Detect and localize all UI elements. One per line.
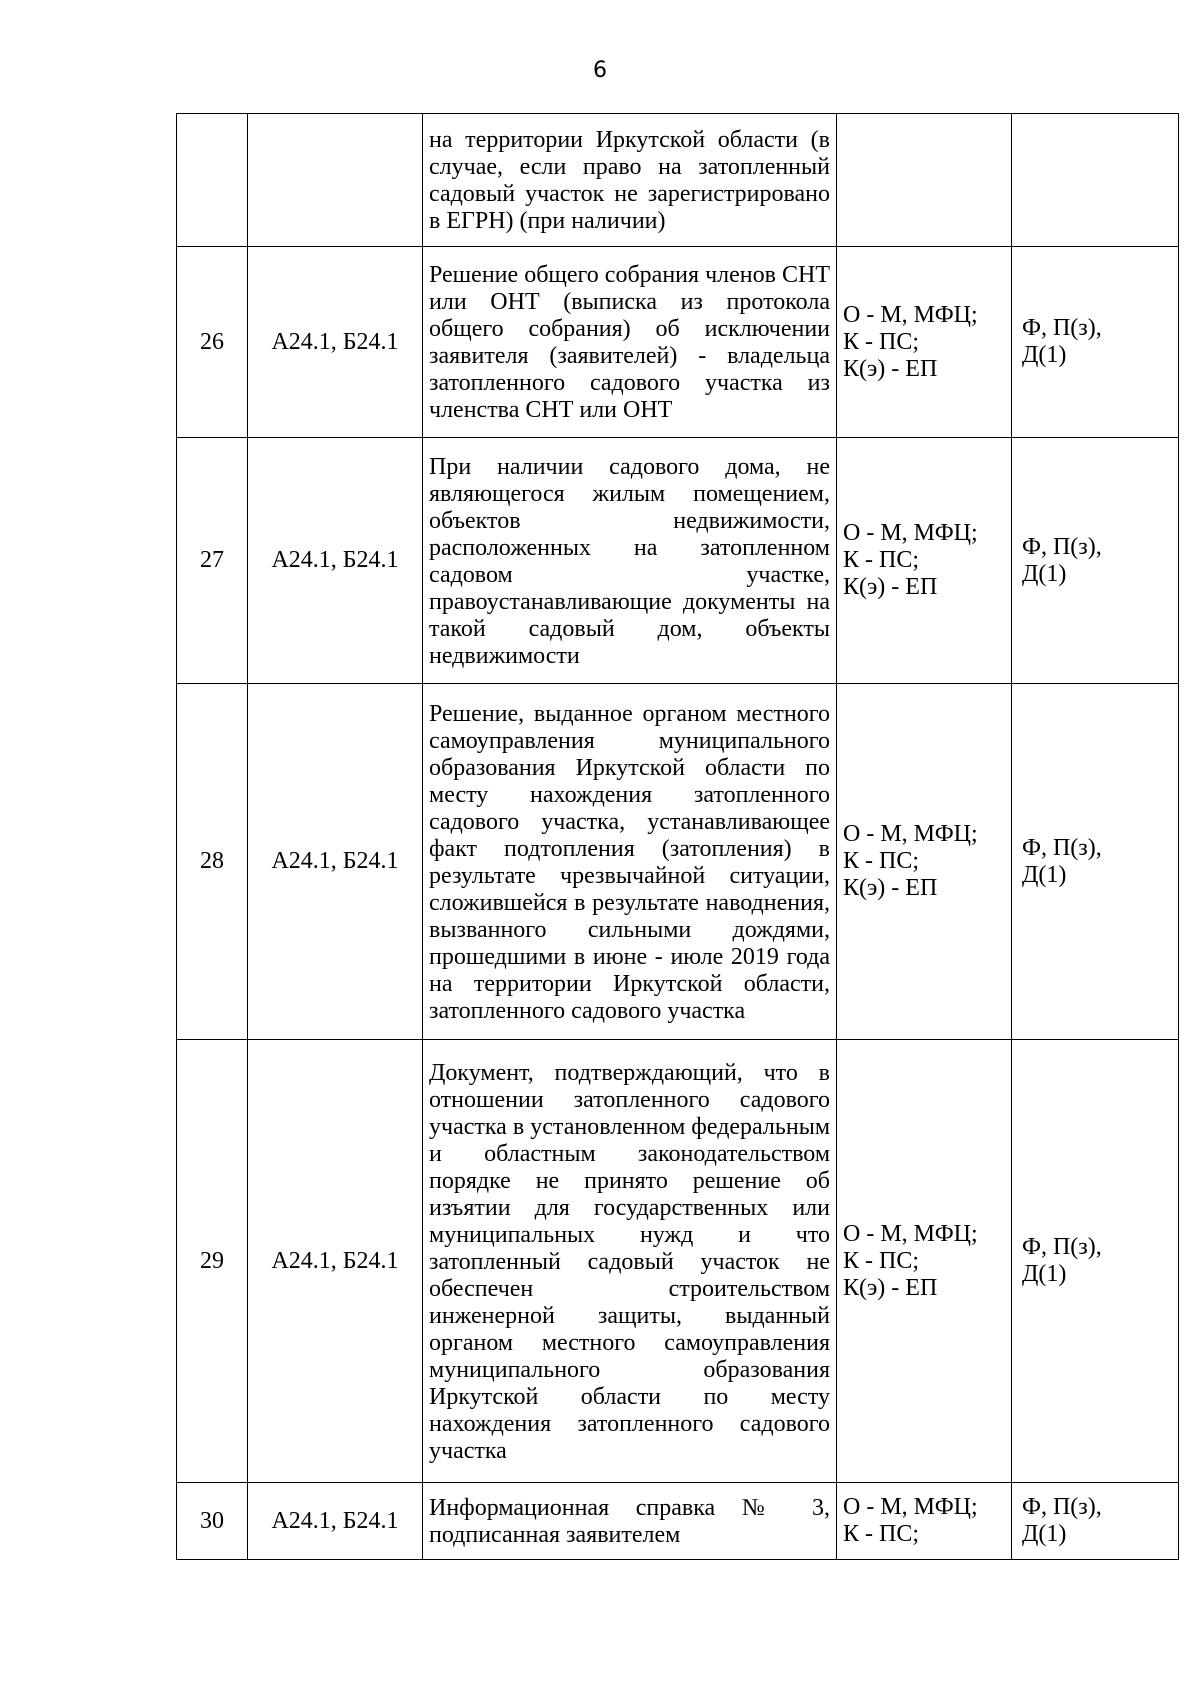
submission-form-line: О - М, МФЦ; (843, 821, 978, 847)
row-document-type-cell (1012, 114, 1179, 247)
page-number: 6 (593, 58, 607, 83)
row-description-cell (423, 247, 837, 438)
row-number-cell (177, 114, 248, 247)
submission-form-line: К - ПС; (843, 1247, 920, 1274)
row-submission-form-cell (837, 684, 1012, 1040)
document-type-line: Д(1) (1022, 1261, 1067, 1287)
document-type-line: Ф, П(з), (1022, 834, 1102, 861)
document-type-line: Ф, П(з), (1022, 533, 1102, 560)
description-line: затопленного садового участка (429, 997, 746, 1024)
row-number-cell: 29 (177, 1040, 248, 1483)
submission-form-line: О - М, МФЦ; (843, 1494, 978, 1520)
row-submission-form-cell (837, 438, 1012, 684)
description-line: членства СНТ или ОНТ (429, 397, 673, 423)
description-line: расположенных на затопленном (429, 534, 830, 561)
row-code-cell: А24.1, Б24.1 (248, 438, 423, 684)
description-line: объектов недвижимости, (429, 507, 830, 534)
description-line: общего собрания) об исключении (429, 316, 830, 342)
row-code-cell (248, 114, 423, 247)
table-row (177, 1483, 1179, 1560)
document-type-line: Д(1) (1022, 1521, 1067, 1547)
description-line: порядке не принято решение об (429, 1167, 830, 1194)
description-line: самоуправления муниципального (429, 727, 830, 754)
description-line: садового участка, устанавливающее (429, 808, 830, 835)
description-line: При наличии садового дома, не (429, 453, 830, 480)
description-line: правоустанавливающие документы на (429, 588, 830, 615)
submission-form-line: К(э) - ЕП (843, 1274, 938, 1301)
submission-form-line: К - ПС; (843, 848, 920, 874)
description-line: подписанная заявителем (429, 1522, 681, 1548)
row-code-cell: А24.1, Б24.1 (248, 1040, 423, 1483)
row-code-cell: А24.1, Б24.1 (248, 684, 423, 1040)
description-line: затопленный садовый участок не (429, 1248, 830, 1275)
description-line: участка в установленном федеральным (429, 1113, 830, 1140)
row-submission-form-cell (837, 114, 1012, 247)
submission-form-line: О - М, МФЦ; (843, 301, 978, 328)
row-number-cell: 26 (177, 247, 248, 438)
document-type-line: Ф, П(з), (1022, 1234, 1102, 1260)
description-line: садовый участок не зарегистрировано (429, 181, 830, 207)
description-line: Решение, выданное органом местного (429, 700, 830, 727)
table-row (177, 114, 1179, 247)
description-line: случае, если право на затопленный (429, 154, 830, 180)
description-line: или ОНТ (выписка из протокола (429, 289, 830, 315)
description-line: на территории Иркутской области, (429, 970, 830, 997)
document-type-line: Ф, П(з), (1022, 315, 1102, 341)
description-line: являющегося жилым помещением, (429, 480, 830, 507)
description-line: и областным законодательством (429, 1140, 830, 1167)
description-line: нахождения затопленного садового (429, 1410, 830, 1437)
description-line: муниципальных нужд и что (429, 1221, 830, 1248)
description-line: инженерной защиты, выданный (429, 1302, 830, 1329)
row-description-cell (423, 684, 837, 1040)
description-line: Информационная справка № 3, (429, 1495, 830, 1521)
documents-table (176, 113, 1179, 1560)
description-line: участка (429, 1437, 507, 1464)
description-line: образования Иркутской области по (429, 754, 830, 781)
description-line: факт подтопления (затопления) в (429, 835, 830, 862)
document-type-line: Д(1) (1022, 861, 1067, 888)
row-submission-form-cell (837, 247, 1012, 438)
table-row (177, 684, 1179, 1040)
row-submission-form-cell (837, 1483, 1012, 1560)
table-row (177, 1040, 1179, 1483)
description-line: сложившейся в результате наводнения, (429, 889, 830, 916)
submission-form-line: К(э) - ЕП (843, 574, 938, 600)
row-number-cell: 27 (177, 438, 248, 684)
description-line: изъятии для государственных или (429, 1194, 830, 1221)
row-description-cell (423, 1483, 837, 1560)
row-number-cell: 28 (177, 684, 248, 1040)
submission-form-line: О - М, МФЦ; (843, 1220, 978, 1247)
row-document-type-cell (1012, 1040, 1179, 1483)
description-line: обеспечен строительством (429, 1275, 830, 1302)
description-line: такой садовый дом, объекты (429, 615, 830, 642)
document-type-line: Ф, П(з), (1022, 1494, 1102, 1520)
submission-form-line: К - ПС; (843, 547, 920, 573)
description-line: Иркутской области по месту (429, 1383, 830, 1410)
row-document-type-cell (1012, 1483, 1179, 1560)
description-line: затопленного садового участка из (429, 370, 830, 396)
document-type-line: Д(1) (1022, 560, 1067, 587)
description-line: на территории Иркутской области (в (429, 127, 830, 153)
description-line: муниципального образования (429, 1356, 830, 1383)
row-document-type-cell (1012, 247, 1179, 438)
table-row (177, 247, 1179, 438)
description-line: месту нахождения затопленного (429, 781, 830, 808)
description-line: органом местного самоуправления (429, 1329, 830, 1356)
submission-form-line: К(э) - ЕП (843, 875, 938, 901)
description-line: Документ, подтверждающий, что в (429, 1059, 830, 1086)
row-submission-form-cell (837, 1040, 1012, 1483)
submission-form-line: К(э) - ЕП (843, 355, 938, 382)
submission-form-line: О - М, МФЦ; (843, 520, 978, 546)
row-number-cell: 30 (177, 1483, 248, 1560)
description-line: садовом участке, (429, 561, 830, 588)
row-code-cell: А24.1, Б24.1 (248, 1483, 423, 1560)
description-line: вызванного сильными дождями, (429, 916, 830, 943)
document-type-line: Д(1) (1022, 342, 1067, 368)
submission-form-line: К - ПС; (843, 328, 920, 355)
description-line: результате чрезвычайной ситуации, (429, 862, 830, 889)
description-line: заявителя (заявителей) - владельца (429, 343, 830, 369)
description-line: недвижимости (429, 642, 580, 669)
description-line: отношении затопленного садового (429, 1086, 830, 1113)
table-row (177, 438, 1179, 684)
description-line: Решение общего собрания членов СНТ (429, 262, 830, 288)
row-description-cell (423, 438, 837, 684)
row-document-type-cell (1012, 438, 1179, 684)
description-line: прошедшими в июне - июле 2019 года (429, 943, 830, 970)
row-description-cell (423, 114, 837, 247)
submission-form-line: К - ПС; (843, 1521, 920, 1547)
description-line: в ЕГРН) (при наличии) (429, 208, 666, 234)
row-description-cell (423, 1040, 837, 1483)
row-code-cell: А24.1, Б24.1 (248, 247, 423, 438)
row-document-type-cell (1012, 684, 1179, 1040)
